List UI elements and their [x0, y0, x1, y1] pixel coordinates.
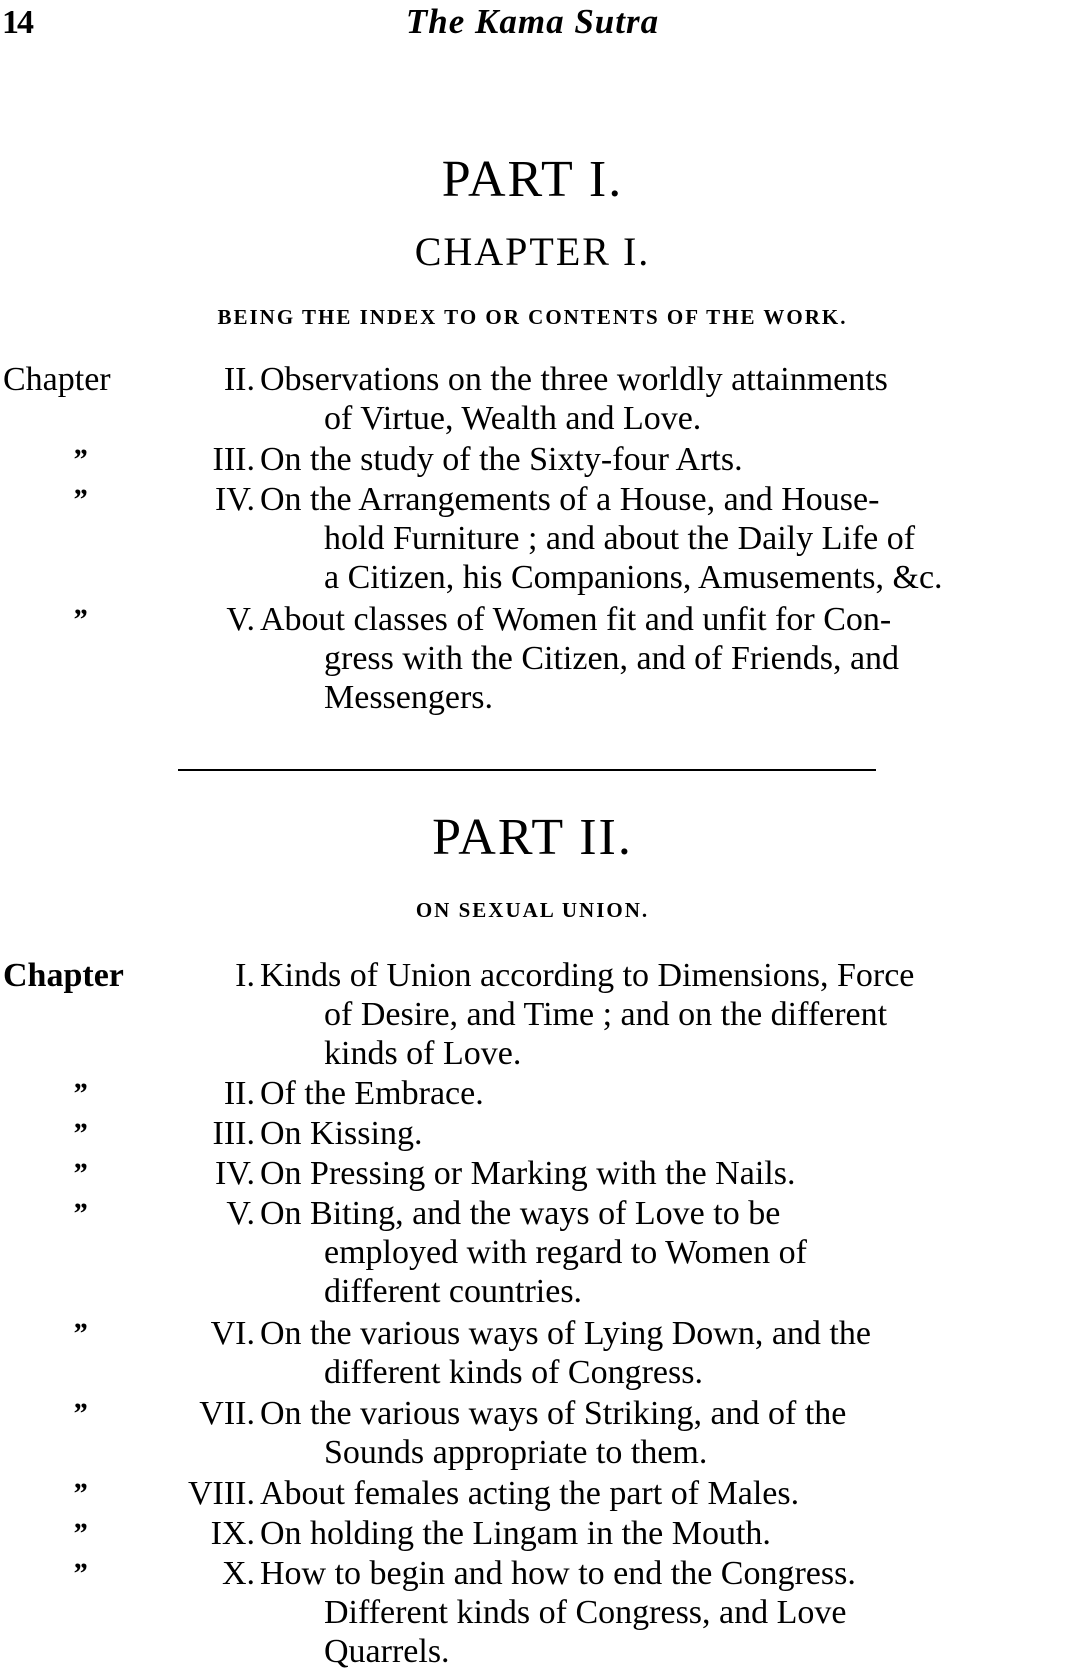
ditto-mark: ”: [72, 1197, 87, 1230]
chapter-numeral: III.: [212, 441, 255, 478]
description-line: Of the Embrace.: [260, 1075, 484, 1112]
description-line: different countries.: [324, 1273, 583, 1310]
description-line: On Pressing or Marking with the Nails.: [260, 1155, 796, 1192]
chapter-description: [260, 1114, 1060, 1153]
description-line: About classes of Women fit and unfit for Con-: [260, 601, 892, 638]
chapter-description: [260, 1394, 1060, 1472]
ditto-mark: ”: [72, 1397, 87, 1430]
ditto-mark: ”: [72, 1117, 87, 1150]
chapter-description: [260, 360, 1060, 438]
description-line: of Desire, and Time ; and on the different: [324, 996, 888, 1033]
description-line: On the study of the Sixty-four Arts.: [260, 441, 743, 478]
chapter-numeral: V.: [226, 601, 255, 638]
description-line: On Biting, and the ways of Love to be: [260, 1195, 781, 1232]
chapter-numeral: VIII.: [187, 1475, 255, 1512]
chapter-numeral: III.: [212, 1115, 255, 1152]
ditto-mark: ”: [72, 1157, 87, 1190]
chapter-description: [260, 1194, 1060, 1311]
part-one-title: PART I.: [441, 151, 624, 208]
description-line: a Citizen, his Companions, Amusements, &c.: [324, 559, 943, 596]
description-line: Sounds appropriate to them.: [324, 1434, 708, 1471]
description-line: employed with regard to Women of: [324, 1234, 807, 1271]
ditto-mark: ”: [72, 483, 87, 516]
ditto-mark: ”: [72, 1557, 87, 1590]
ditto-mark: ”: [72, 1317, 87, 1350]
description-line: How to begin and how to end the Congress.: [260, 1555, 856, 1592]
page-number: 14: [2, 4, 32, 41]
section-divider: [178, 769, 876, 771]
description-line: Quarrels.: [324, 1633, 450, 1670]
chapter-numeral: VI.: [210, 1315, 255, 1352]
ditto-mark: ”: [72, 1077, 87, 1110]
book-title: The Kama Sutra: [405, 2, 660, 41]
description-line: On the various ways of Lying Down, and the: [260, 1315, 871, 1352]
chapter-description: [260, 600, 1060, 717]
chapter-numeral: I.: [235, 957, 255, 994]
chapter-numeral: VII.: [199, 1395, 255, 1432]
chapter-description: [260, 1474, 1060, 1513]
chapter-numeral: IV.: [215, 481, 255, 518]
description-line: of Virtue, Wealth and Love.: [324, 400, 702, 437]
description-line: On holding the Lingam in the Mouth.: [260, 1515, 771, 1552]
ditto-mark: ”: [72, 1477, 87, 1510]
description-line: kinds of Love.: [324, 1035, 522, 1072]
chapter-description: [260, 1554, 1060, 1671]
part-two-title: PART II.: [432, 809, 633, 866]
chapter-description: [260, 1314, 1060, 1392]
running-head: [0, 2, 1065, 46]
ditto-mark: ”: [72, 443, 87, 476]
chapter-description: [260, 1514, 1060, 1553]
description-line: On the various ways of Striking, and of the: [260, 1395, 847, 1432]
description-line: On the Arrangements of a House, and House-: [260, 481, 880, 518]
chapter-description: [260, 440, 1060, 479]
part-two-subtitle: ON SEXUAL UNION.: [415, 898, 650, 922]
description-line: About females acting the part of Males.: [260, 1475, 800, 1512]
description-line: Observations on the three worldly attainments: [260, 361, 888, 398]
chapter-numeral: IX.: [210, 1515, 255, 1552]
chapter-description: [260, 1154, 1060, 1193]
description-line: On Kissing.: [260, 1115, 423, 1152]
ditto-mark: ”: [72, 1517, 87, 1550]
description-line: Messengers.: [324, 679, 494, 716]
part-one-chapter-heading: CHAPTER I.: [414, 229, 651, 274]
chapter-numeral: II.: [223, 1075, 255, 1112]
part-one-subtitle: BEING THE INDEX TO OR CONTENTS OF THE WORK.: [217, 305, 848, 329]
description-line: gress with the Citizen, and of Friends, and: [324, 640, 900, 677]
ditto-mark: ”: [72, 603, 87, 636]
description-line: hold Furniture ; and about the Daily Life of: [324, 520, 916, 557]
chapter-description: [260, 480, 1060, 597]
chapter-description: [260, 956, 1060, 1073]
description-line: different kinds of Congress.: [324, 1354, 703, 1391]
chapter-label: Chapter: [3, 957, 124, 994]
chapter-label: Chapter: [3, 361, 111, 398]
description-line: Different kinds of Congress, and Love: [324, 1594, 847, 1631]
chapter-numeral: IV.: [215, 1155, 255, 1192]
description-line: Kinds of Union according to Dimensions, Force: [260, 957, 915, 994]
chapter-numeral: II.: [223, 361, 255, 398]
chapter-description: [260, 1074, 1060, 1113]
chapter-numeral: V.: [226, 1195, 255, 1232]
chapter-numeral: X.: [221, 1555, 255, 1592]
